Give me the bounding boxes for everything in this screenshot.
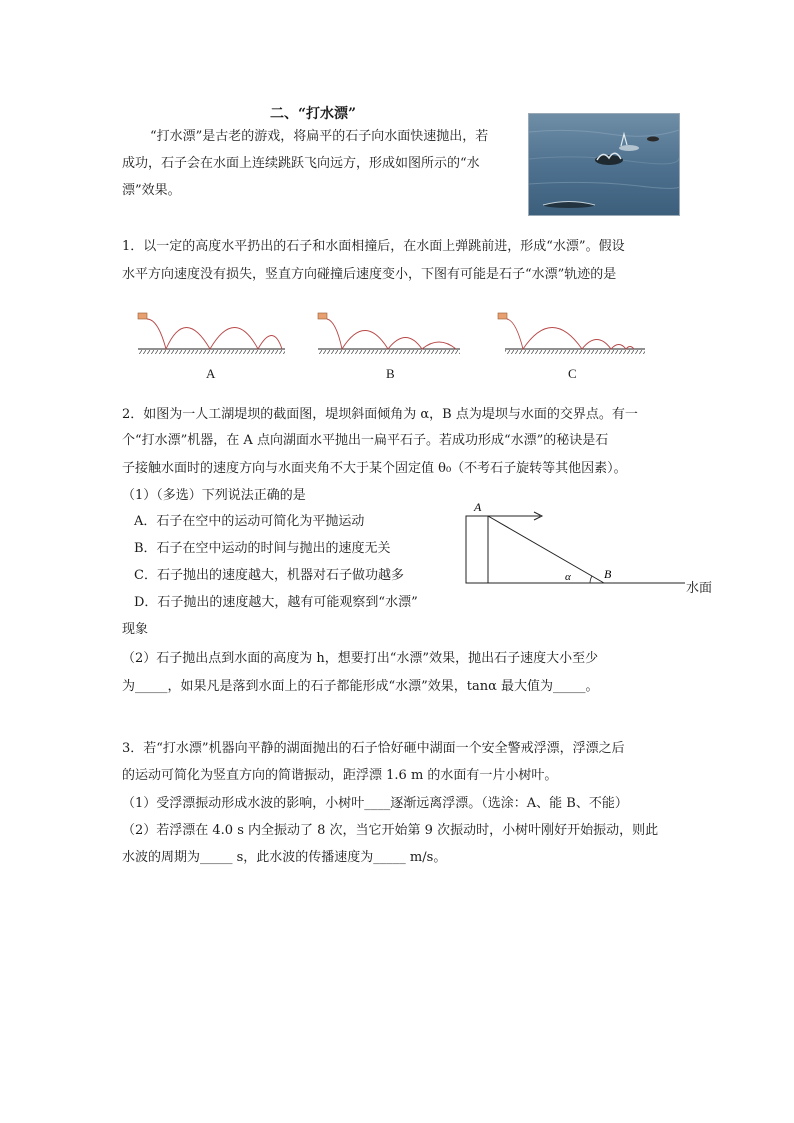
point-b-label: B: [604, 567, 612, 581]
q2-line-2: 个“打水漂”机器，在 A 点向湖面水平抛出一扁平石子。若成功形成“水漂”的秘诀是石: [122, 433, 609, 448]
intro-line-1: “打水漂”是古老的游戏，将扁平的石子向水面快速抛出，若: [150, 129, 489, 144]
trajectory-c: [498, 313, 645, 354]
q3-line-2: 的运动可简化为竖直方向的简谐振动，距浮漂 1.6 m 的水面有一片小树叶。: [122, 768, 558, 783]
intro-line-3: 漂”效果。: [122, 183, 181, 198]
q2-option-c: C．石子抛出的速度越大，机器对石子做功越多: [134, 568, 404, 583]
q2-line-3: 子接触水面时的速度方向与水面夹角不大于某个固定值 θ₀（不考石子旋转等其他因素）。: [122, 461, 627, 476]
angle-alpha-label: α: [565, 571, 571, 583]
q1-line-2: 水平方向速度没有损失，竖直方向碰撞后速度变小，下图有可能是石子“水漂”轨迹的是: [122, 267, 617, 282]
q1-option-c-label: C: [568, 366, 577, 381]
q3-sub2-line-1: （2）若浮漂在 4.0 s 内全振动了 8 次，当它开始第 9 次振动时，小树叶刚好开始振动，则此: [122, 823, 659, 838]
q2-sub2-line-1: （2）石子抛出点到水面的高度为 h，想要打出“水漂”效果，抛出石子速度大小至少: [122, 651, 599, 666]
q1-option-a-label: A: [206, 366, 216, 381]
q2-option-b: B．石子在空中运动的时间与抛出的速度无关: [134, 541, 391, 556]
q2-option-a: A．石子在空中的运动可简化为平抛运动: [134, 514, 365, 529]
q3-sub1: （1）受浮漂振动形成水波的影响，小树叶____逐渐远离浮漂。（选涂：A、能 B、不能）: [122, 796, 628, 811]
q1-trajectory-diagrams: [130, 308, 470, 356]
section-title: 二、“打水漂”: [270, 106, 357, 122]
trajectory-a: [138, 313, 285, 354]
q2-line-1: 2．如图为一人工湖堤坝的截面图，堤坝斜面倾角为 α，B 点为堤坝与水面的交界点。有一: [122, 407, 638, 422]
trajectory-b: [318, 313, 460, 354]
q1-trajectory-diagram-c: [490, 308, 650, 356]
stone-skipping-photo: [528, 113, 680, 216]
water-surface-label: 水面: [686, 581, 713, 596]
q1-option-b-label: B: [386, 366, 395, 381]
intro-line-2: 成功，石子会在水面上连续跳跃飞向远方，形成如图所示的“水: [122, 156, 480, 171]
q1-line-1: 1．以一定的高度水平扔出的石子和水面相撞后，在水面上弹跳前进，形成“水漂”。假设: [122, 239, 625, 254]
q2-sub2-line-2: 为_____，如果凡是落到水面上的石子都能形成“水漂”效果，tanα 最大值为_____。: [122, 679, 599, 694]
q3-line-1: 3．若“打水漂”机器向平静的湖面抛出的石子恰好砸中湖面一个安全警戒浮漂，浮漂之后: [122, 741, 625, 756]
q2-sub1: （1）（多选）下列说法正确的是: [122, 488, 306, 503]
q2-option-d-cont: 现象: [122, 622, 149, 637]
q2-option-d: D．石子抛出的速度越大，越有可能观察到“水漂”: [134, 595, 418, 610]
dam-cross-section-diagram: [460, 498, 720, 594]
q3-sub2-line-2: 水波的周期为_____ s，此水波的传播速度为_____ m/s。: [122, 850, 447, 865]
point-a-label: A: [474, 500, 482, 514]
